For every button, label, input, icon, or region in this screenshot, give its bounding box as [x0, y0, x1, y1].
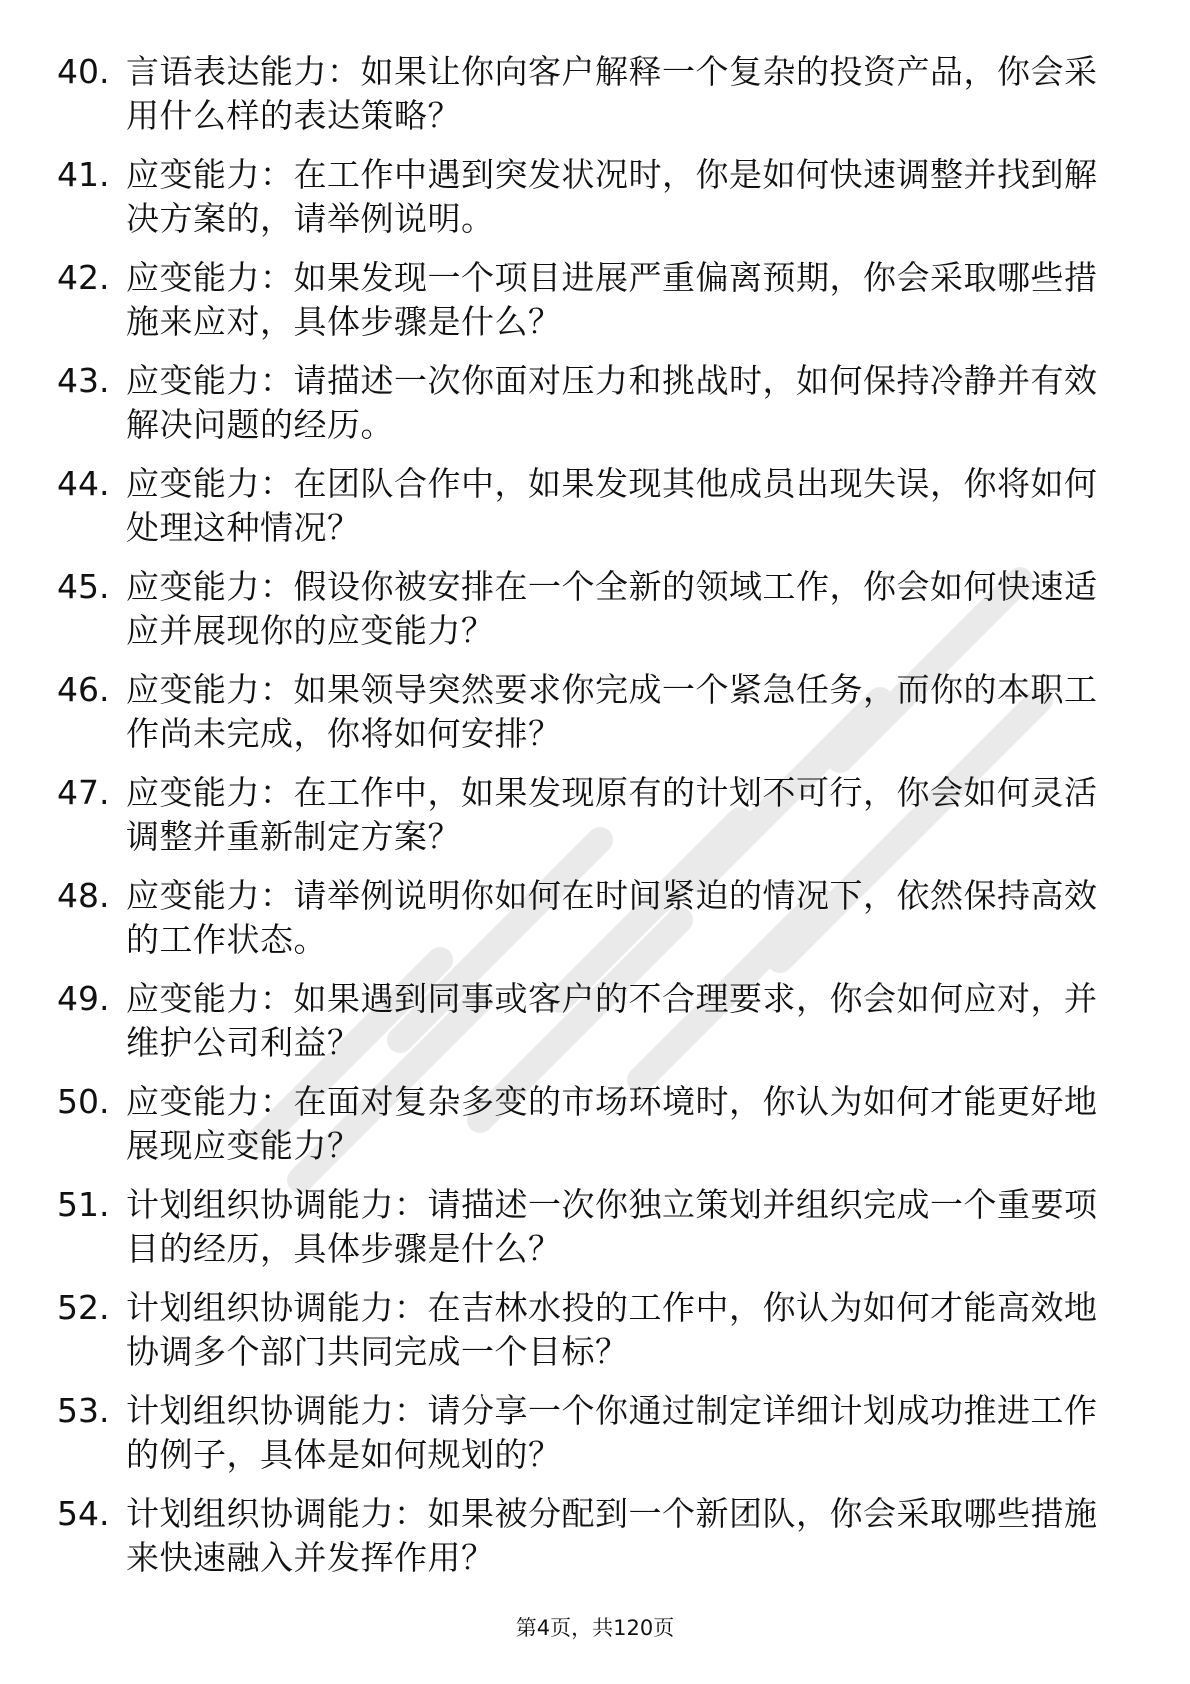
question-text: 言语表达能力：如果让你向客户解释一个复杂的投资产品，你会采用什么样的表达策略？ — [126, 52, 1098, 135]
question-text: 应变能力：在团队合作中，如果发现其他成员出现失误，你将如何处理这种情况？ — [126, 464, 1098, 547]
question-item — [0, 1183, 1190, 1286]
question-number: 45. — [57, 567, 110, 606]
question-number: 52. — [57, 1288, 110, 1327]
question-number: 48. — [57, 876, 110, 915]
question-number: 42. — [57, 258, 110, 297]
question-item — [0, 1286, 1190, 1389]
question-text: 应变能力：假设你被安排在一个全新的领域工作，你会如何快速适应并展现你的应变能力？ — [126, 567, 1098, 650]
question-number: 40. — [57, 52, 110, 91]
question-number: 50. — [57, 1082, 110, 1121]
question-text: 应变能力：如果发现一个项目进展严重偏离预期，你会采取哪些措施来应对，具体步骤是什么？ — [126, 258, 1098, 341]
question-text: 计划组织协调能力：请分享一个你通过制定详细计划成功推进工作的例子，具体是如何规划的？ — [126, 1391, 1098, 1474]
question-number: 44. — [57, 464, 110, 503]
question-number: 46. — [57, 670, 110, 709]
question-list — [0, 50, 1190, 1595]
question-item — [0, 874, 1190, 977]
question-item — [0, 1080, 1190, 1183]
question-text: 计划组织协调能力：请描述一次你独立策划并组织完成一个重要项目的经历，具体步骤是什么？ — [126, 1185, 1098, 1268]
question-text: 应变能力：在工作中遇到突发状况时，你是如何快速调整并找到解决方案的，请举例说明。 — [126, 155, 1098, 238]
question-text: 应变能力：请描述一次你面对压力和挑战时，如何保持冷静并有效解决问题的经历。 — [126, 361, 1098, 444]
question-text: 计划组织协调能力：在吉林水投的工作中，你认为如何才能高效地协调多个部门共同完成一个目标？ — [126, 1288, 1098, 1371]
question-item — [0, 50, 1190, 153]
page-number: 第4页，共120页 — [515, 1616, 675, 1640]
question-text: 应变能力：如果遇到同事或客户的不合理要求，你会如何应对，并维护公司利益？ — [126, 979, 1098, 1062]
question-number: 51. — [57, 1185, 110, 1224]
question-item — [0, 1492, 1190, 1595]
question-item — [0, 771, 1190, 874]
question-item — [0, 359, 1190, 462]
question-item — [0, 462, 1190, 565]
question-text: 应变能力：请举例说明你如何在时间紧迫的情况下，依然保持高效的工作状态。 — [126, 876, 1098, 959]
question-text: 应变能力：如果领导突然要求你完成一个紧急任务，而你的本职工作尚未完成，你将如何安排？ — [126, 670, 1098, 753]
question-item — [0, 1389, 1190, 1492]
question-number: 53. — [57, 1391, 110, 1430]
question-number: 43. — [57, 361, 110, 400]
question-item — [0, 256, 1190, 359]
question-number: 54. — [57, 1494, 110, 1533]
question-text: 计划组织协调能力：如果被分配到一个新团队，你会采取哪些措施来快速融入并发挥作用？ — [126, 1494, 1098, 1577]
question-number: 41. — [57, 155, 110, 194]
question-number: 47. — [57, 773, 110, 812]
question-item — [0, 977, 1190, 1080]
question-item — [0, 668, 1190, 771]
question-item — [0, 153, 1190, 256]
question-item — [0, 565, 1190, 668]
question-text: 应变能力：在面对复杂多变的市场环境时，你认为如何才能更好地展现应变能力？ — [126, 1082, 1098, 1165]
question-number: 49. — [57, 979, 110, 1018]
question-text: 应变能力：在工作中，如果发现原有的计划不可行，你会如何灵活调整并重新制定方案？ — [126, 773, 1098, 856]
